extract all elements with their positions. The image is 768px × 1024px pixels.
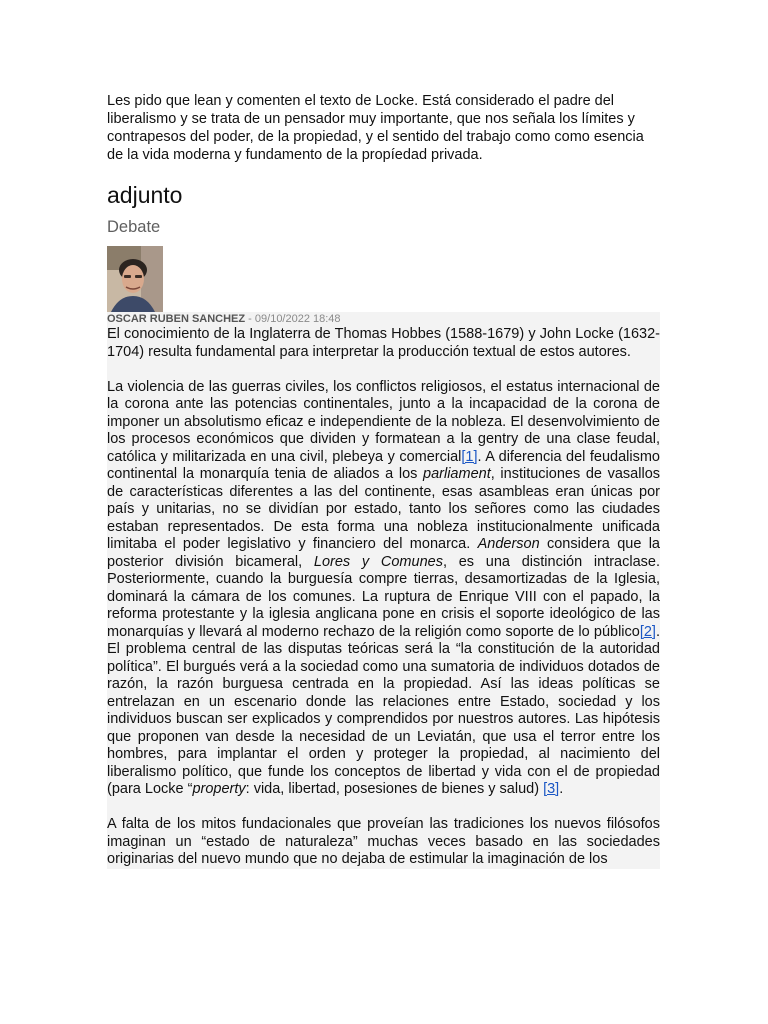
comment-paragraph-3: A falta de los mitos fundacionales que proveían las tradiciones los nuevos filósofos imaginan un “estado de naturaleza” muchas veces basado en las sociedades originarias del nuevo mundo que no dejaba de estimular la imaginación de los (107, 816, 660, 867)
comment-body (107, 326, 660, 869)
comment-meta (107, 313, 660, 326)
text-segment: . (559, 781, 564, 797)
italic-term-anderson: Anderson (477, 536, 540, 552)
comment-paragraph-2 (107, 379, 660, 799)
comment-author: OSCAR RUBEN SANCHEZ (107, 313, 246, 325)
avatar-photo (107, 246, 163, 312)
text-segment: . A diferencia del feudalismo continental la monarquía tenia de aliados a los (107, 448, 660, 482)
footnote-link-1[interactable]: [1] (461, 448, 478, 465)
page-subtitle: Debate (107, 218, 161, 236)
text-segment: considera que la posterior división bicameral, (107, 536, 660, 570)
text-segment: , es una distinción intraclase. Posteriormente, cuando la burguesía compre tierras, desamortizadas de la Iglesia, dominará la cámara de los comunes. La ruptura de Enrique VIII con el papado, la reforma protestante y la iglesia anglicana pone en crisis el soporte ideológico de las monarquías y llevará al moderno rechazo de la religión como soporte de lo público (107, 553, 660, 640)
comment-date: 09/10/2022 18:48 (254, 313, 341, 325)
italic-term-property: property (192, 781, 246, 797)
meta-separator: - (245, 313, 255, 325)
text-segment: La violencia de las guerras civiles, los conflictos religiosos, el estatus internacional de la corona ante las potencias continentales, junto a la incapacidad de la corona de imponer un absolutismo eficaz e independiente de la nobleza. El desenvolvimiento de los procesos económicos que dividen y formatean a la gentry de una clase feudal, católica y militarizada en una civil, plebeya y comercial (107, 378, 660, 465)
text-segment: : vida, libertad, posesiones de bienes y salud) (245, 781, 544, 797)
avatar (107, 246, 163, 312)
italic-term-parliament: parliament (423, 466, 491, 482)
footnote-link-2[interactable]: [2] (639, 623, 656, 640)
footnote-link-3[interactable]: [3] (543, 781, 560, 797)
text-segment: . El problema central de las disputas teóricas será la “la constitución de la autoridad política”. El burgués verá a la sociedad como una sumatoria de individuos dotados de razón, la razón burguesa centrada en la propiedad. Así las ideas políticas se entrelazan en un escenario donde las relaciones entre Estado, sociedad y los individuos buscan ser explicados y comprendidos por nuestros autores. Las hipótesis que proponen van desde la necesidad de un Leviatán, que usa el terror entre los hombres, para implantar el orden y proteger la propiedad, al nacimiento del liberalismo político, que funde los conceptos de libertad y vida con el de propiedad (para Locke “ (107, 623, 660, 797)
comment-block (107, 312, 660, 869)
page-title: adjunto (107, 182, 183, 208)
document-page (107, 92, 660, 869)
intro-paragraph: Les pido que lean y comenten el texto de Locke. Está considerado el padre del liberalismo y se trata de un pensador muy importante, que nos señala los límites y contrapesos del poder, de la propiedad, y el sentido del trabajo como como esencia de la vida moderna y fundamento de la propíedad privada. (107, 93, 644, 163)
comment-paragraph-1: El conocimiento de la Inglaterra de Thomas Hobbes (1588-1679) y John Locke (1632-1704) resulta fundamental para interpretar la producción textual de estos autores. (107, 326, 660, 360)
text-segment: , instituciones de vasallos de características diferentes a las del continente, esas asambleas eran únicas por país y unitarias, no se dividían por estado, tanto los señores como las ciudades estaban representados. De esta forma una nobleza institucionalmente unificada limitaba el poder legislativo y financiero del monarca. (107, 466, 661, 552)
italic-term-lores: Lores y Comunes (313, 553, 443, 570)
